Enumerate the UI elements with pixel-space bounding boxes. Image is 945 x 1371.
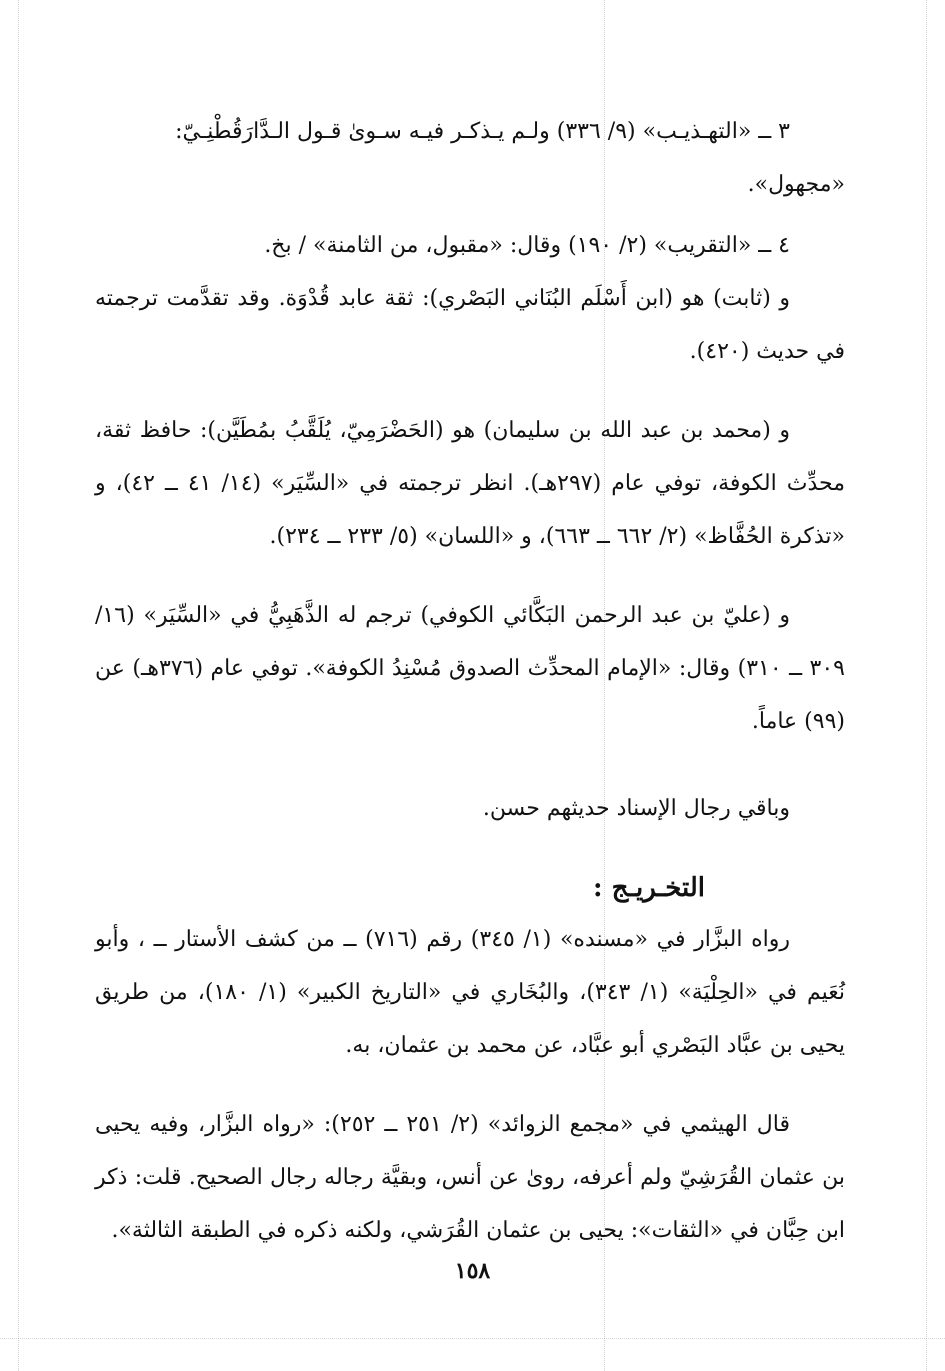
scan-guide-line [0,1338,945,1339]
footnote-3-line1: ٣ ــ «التهـذيـب» (٩/ ٣٣٦) ولـم يـذكـر فيـه سـوىٰ قـول الـدَّارَقُطْنِـيّ: [175,119,790,144]
scan-guide-line [926,0,927,1371]
paragraph-takhrij-1: رواه البزَّار في «مسنده» (١/ ٣٤٥) رقم (٧١٦) ــ من كشف الأستار ــ ، وأبو نُعَيم في «الحِلْيَة» (١/ ٣٤٣)، والبُخَاري في «التاريخ الكبير» (١/ ١٨٠)، من طريق يحيى بن عبَّاد البَصْري أبو عبَّاد، عن محمد بن عثمان، به. [95,927,845,1058]
scan-guide-line [18,0,19,1371]
section-heading-takhrij: التخـريـج : [592,873,705,903]
paragraph-thabit: و (ثابت) هو (ابن أَسْلَم البُنَاني البَصْري): ثقة عابد قُدْوَة. وقد تقدَّمت ترجمته في حديث (٤٢٠). [95,286,845,364]
paragraph-muhammad: و (محمد بن عبد الله بن سليمان) هو (الحَضْرَمِيّ، يُلَقَّبُ بمُطَيَّن): حافظ ثقة، محدِّث الكوفة، توفي عام (٢٩٧هـ). انظر ترجمته في «السِّيَر» (١٤/ ٤١ ــ ٤٢)، و «تذكرة الحُفَّاظ» (٢/ ٦٦٢ ــ ٦٦٣)، و «اللسان» (٥/ ٢٣٣ ــ ٢٣٤). [95,418,845,549]
paragraph-takhrij-2: قال الهيثمي في «مجمع الزوائد» (٢/ ٢٥١ ــ ٢٥٢): «رواه البزَّار، وفيه يحيى بن عثمان القُرَشِيّ ولم أعرفه، روىٰ عن أنس، وبقيَّة رجاله رجال الصحيح. قلت: ذكر ابن حِبَّان في «الثقات»: يحيى بن عثمان القُرَشي، ولكنه ذكره في الطبقة الثالثة». [95,1112,845,1243]
footnote-3-line2: «مجهول». [747,172,845,197]
footnote-3 [95,105,845,211]
paragraph-ali: و (عليّ بن عبد الرحمن البَكَّائي الكوفي) ترجم له الذَّهَبِيُّ في «السِّيَر» (١٦/ ٣٠٩ ــ ٣١٠) وقال: «الإمام المحدِّث الصدوق مُسْنِدُ الكوفة». توفي عام (٣٧٦هـ) عن (٩٩) عاماً. [95,603,845,734]
page-content [95,105,845,1257]
page-number: ١٥٨ [454,1258,491,1284]
paragraph-rest: وباقي رجال الإسناد حديثهم حسن. [482,796,790,821]
footnote-4: ٤ ــ «التقريب» (٢/ ١٩٠) وقال: «مقبول، من الثامنة» / بخ. [264,233,790,258]
